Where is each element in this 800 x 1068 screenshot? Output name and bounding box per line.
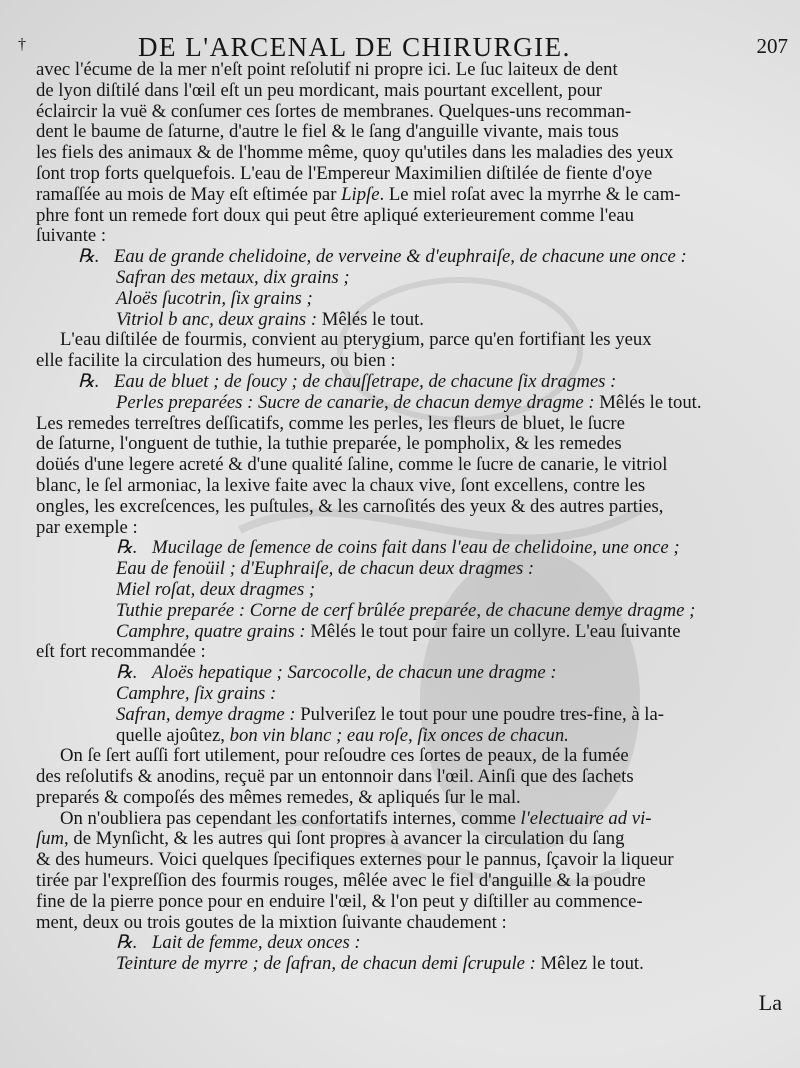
text-line (36, 414, 696, 435)
italic-text: Teinture de myrre ; de ſafran, de chacun demi ſcrupule : (116, 953, 536, 975)
roman-text: phre font un remede fort doux qui peut être apliqué exterieurement comme l'eau (36, 204, 635, 226)
italic-text: Mucilage de ſemence de coins fait dans l'eau de chelidoine, une once ; (152, 537, 680, 559)
text-line (36, 289, 696, 310)
text-line (36, 351, 696, 372)
roman-text: avec l'écume de la mer n'eſt point reſolutif ni propre ici. Le ſuc laiteux de dent (36, 59, 618, 80)
italic-text: Miel roſat, deux dragmes ; (116, 578, 316, 600)
text-line (36, 391, 702, 414)
text-line (36, 226, 696, 247)
body-text (36, 59, 702, 975)
roman-text: de lyon diſtilé dans l'œil eſt un peu mordicant, mais pourtant excellent, pour (36, 79, 602, 101)
text-line (36, 726, 696, 747)
roman-text: preparés & compoſés des mêmes remedes, & apliqués ſur le mal. (36, 786, 521, 808)
roman-text: blanc, le ſel armoniac, la lexive faite avec la chaux vive, ſont excellens, contre les (36, 474, 646, 496)
roman-text: quelle ajoûtez, (116, 724, 230, 746)
roman-text: par exemple : (36, 516, 138, 538)
recipe-line (36, 372, 696, 393)
recipe-line (36, 663, 696, 684)
text-line (36, 767, 696, 788)
catchword: La (758, 990, 782, 1015)
italic-text: Camphre, ſix grains : (116, 682, 277, 704)
roman-text: ment, deux ou trois goutes de la mixtion ſuivante chaudement : (36, 911, 507, 933)
roman-text: fine de la pierre ponce pour en enduire l'œil, & l'on peut y diſtiller au commence- (36, 890, 643, 912)
roman-text: Pulveriſez le tout pour une poudre tres-fine, à la- (295, 703, 665, 725)
text-line (36, 829, 696, 850)
text-line (36, 954, 696, 975)
italic-text: Lait de femme, deux onces : (152, 932, 361, 954)
roman-text: des reſolutifs & anodins, reçuë par un entonnoir dans l'œil. Ainſi que des ſachets (36, 766, 634, 788)
text-line (36, 705, 696, 726)
roman-text: de ſaturne, l'onguent de tuthie, la tuthie preparée, le pompholix, & les remedes (36, 433, 622, 455)
italic-text: bon vin blanc ; eau roſe, ſix onces de chacun. (229, 724, 569, 746)
text-line (36, 60, 696, 81)
roman-text: ongles, les excreſcences, les puſtules, & les carnoſités des yeux & des autres parties, (36, 495, 664, 517)
roman-text: Les remedes terreſtres deſſicatifs, comme les perles, les fleurs de bluet, le ſucre (36, 412, 625, 434)
text-line (36, 642, 696, 663)
text-line (36, 871, 696, 892)
recipe-sign: ℞. (116, 932, 138, 954)
text-line (36, 559, 696, 580)
roman-text: dent le baume de ſaturne, d'autre le fiel & le ſang d'anguille vivante, mais tous (36, 121, 619, 143)
text-line (36, 476, 696, 497)
roman-text: , de Mynſicht, & les autres qui ſont propres à avancer la circulation du ſang (64, 828, 625, 850)
roman-text: . Le miel roſat avec la myrrhe & le cam- (379, 183, 681, 205)
roman-text: ſuivante : (36, 225, 107, 247)
italic-text: l'electuaire ad vi- (520, 807, 652, 829)
roman-text: ſont trop forts quelquefois. L'eau de l'Empereur Maximilien diſtilée de fiente d'oye (36, 162, 653, 184)
italic-text: Safran, demye dragme : (116, 703, 296, 725)
text-line (36, 434, 696, 455)
roman-text: ramaſſée au mois de May eſt eſtimée par (36, 183, 342, 205)
roman-text: les fiels des animaux & de l'homme même, quoy qu'utiles dans les maladies des yeux (36, 142, 674, 164)
text-line (36, 788, 696, 809)
recipe-sign: ℞. (78, 246, 100, 268)
text-line (36, 746, 696, 767)
text-line (36, 164, 696, 185)
italic-text: ſum (36, 828, 65, 850)
text-line (36, 268, 696, 289)
roman-text: & des humeurs. Voici quelques ſpecifiques externes pour le pannus, ſçavoir la liqueur (36, 849, 674, 871)
italic-text: Safran des metaux, dix grains ; (116, 266, 350, 288)
recipe-sign: ℞. (78, 370, 100, 392)
roman-text: elle facilite la circulation des humeurs, ou bien : (36, 350, 396, 372)
text-line (36, 850, 696, 871)
italic-text: Tuthie preparée : Corne de cerf brûlée preparée, de chacune demye dragme ; (116, 599, 696, 621)
text-line (36, 497, 696, 518)
roman-text: On n'oubliera pas cependant les confortatifs internes, comme (60, 807, 521, 829)
italic-text: Vitriol b anc, deux grains : (116, 308, 318, 330)
text-line (36, 102, 696, 123)
text-line (36, 455, 696, 476)
text-line (36, 122, 696, 143)
roman-text: éclaircir la vuë & conſumer ces ſortes de membranes. Quelques-uns recomman- (36, 100, 632, 122)
text-line (36, 185, 696, 206)
roman-text: tirée par l'expreſſion des fourmis rouges, mêlée avec le fiel d'anguille & la poudre (36, 870, 646, 892)
italic-text: Eau de grande chelidoine, de verveine & d'euphraiſe, de chacune une once : (114, 246, 687, 268)
text-line (36, 580, 696, 601)
text-line (36, 892, 696, 913)
roman-text: eſt fort recommandée : (36, 641, 206, 663)
text-line (36, 143, 696, 164)
text-line (36, 206, 696, 227)
roman-text: Mêlés le tout pour faire un collyre. L'eau ſuivante (305, 620, 681, 642)
italic-text: Lipſe (341, 183, 380, 205)
text-line (36, 330, 696, 351)
italic-text: Eau de fenoüil ; d'Euphraiſe, de chacun deux dragmes : (116, 558, 535, 580)
recipe-sign: ℞. (116, 662, 138, 684)
running-title: DE L'ARCENAL DE CHIRURGIE. (138, 32, 571, 62)
text-line (36, 809, 696, 830)
page-number: 207 (756, 34, 788, 58)
text-line (36, 622, 696, 643)
roman-text: Mêlés le tout. (594, 391, 702, 413)
italic-text: Eau de bluet ; de ſoucy ; de chauſſetrape, de chacune ſix dragmes : (114, 370, 617, 392)
text-line (36, 913, 696, 934)
roman-text: L'eau diſtilée de fourmis, convient au pterygium, parce qu'en fortifiant les yeux (60, 329, 652, 351)
recipe-line (36, 247, 696, 268)
italic-text: Perles preparées : Sucre de canarie, de chacun demye dragme : (116, 391, 595, 413)
text-line (36, 81, 696, 102)
text-line (36, 310, 696, 331)
recipe-line (36, 933, 696, 954)
header-mark: † (18, 36, 26, 53)
text-line (36, 518, 696, 539)
roman-text: On ſe ſert auſſi fort utilement, pour reſoudre ces ſortes de peaux, de la fumée (60, 745, 629, 767)
italic-text: Aloës hepatique ; Sarcocolle, de chacun une dragme : (152, 662, 557, 684)
text-line (36, 684, 696, 705)
italic-text: Camphre, quatre grains : (116, 620, 306, 642)
italic-text: Aloës ſucotrin, ſix grains ; (116, 287, 313, 309)
roman-text: doüés d'une legere acreté & d'une qualité ſaline, comme le ſucre de canarie, le vitriol (36, 454, 668, 476)
text-line (36, 601, 696, 622)
recipe-sign: ℞. (116, 537, 138, 559)
roman-text: Mêlés le tout. (317, 308, 424, 330)
roman-text: Mêlez le tout. (535, 953, 644, 975)
recipe-line (36, 538, 696, 559)
